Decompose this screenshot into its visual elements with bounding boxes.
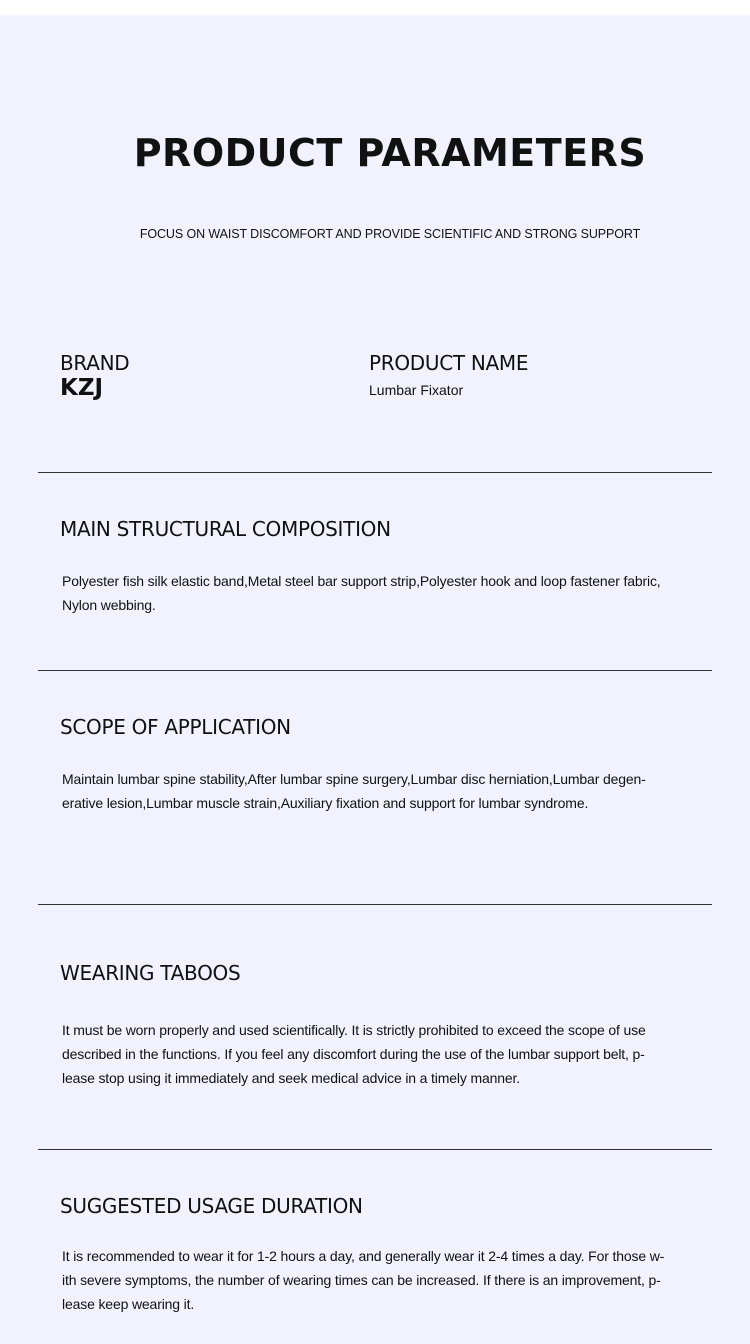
- taboos-body: It must be worn properly and used scientifically. It is strictly prohibited to exceed the scope of use described in the functions. If you feel any discomfort during the use of the lumbar support belt, p- lease stop using it immediately and seek medical advice in a timely manner.: [62, 1022, 646, 1086]
- duration-body: It is recommended to wear it for 1-2 hours a day, and generally wear it 2-4 times a day. For those w- ith severe symptoms, the number of wearing times can be increased. If there is an improvement, p- lease keep wearing it.: [62, 1248, 665, 1312]
- taboos-title: WEARING TABOOS: [60, 961, 241, 985]
- product-name-label: PRODUCT NAME: [369, 351, 529, 375]
- section-divider: [38, 670, 712, 671]
- product-parameters-page: [0, 15, 750, 1344]
- page-title: PRODUCT PARAMETERS: [133, 131, 647, 175]
- page-subtitle: FOCUS ON WAIST DISCOMFORT AND PROVIDE SCIENTIFIC AND STRONG SUPPORT: [139, 227, 641, 241]
- section-divider: [38, 904, 712, 905]
- section-divider: [38, 472, 712, 473]
- brand-label: BRAND: [60, 351, 130, 375]
- section-divider: [38, 1149, 712, 1150]
- scope-title: SCOPE OF APPLICATION: [60, 715, 291, 739]
- brand-value: KZJ: [60, 375, 104, 401]
- scope-body: Maintain lumbar spine stability,After lumbar spine surgery,Lumbar disc herniation,Lumbar degen- erative lesion,Lumbar muscle strain,Auxiliary fixation and support for lumbar syndrome.: [62, 771, 646, 811]
- duration-title: SUGGESTED USAGE DURATION: [60, 1194, 363, 1218]
- composition-body: Polyester fish silk elastic band,Metal steel bar support strip,Polyester hook and loop fastener fabric, Nylon webbing.: [62, 573, 661, 613]
- composition-title: MAIN STRUCTURAL COMPOSITION: [60, 517, 391, 541]
- product-name-value: Lumbar Fixator: [369, 382, 464, 398]
